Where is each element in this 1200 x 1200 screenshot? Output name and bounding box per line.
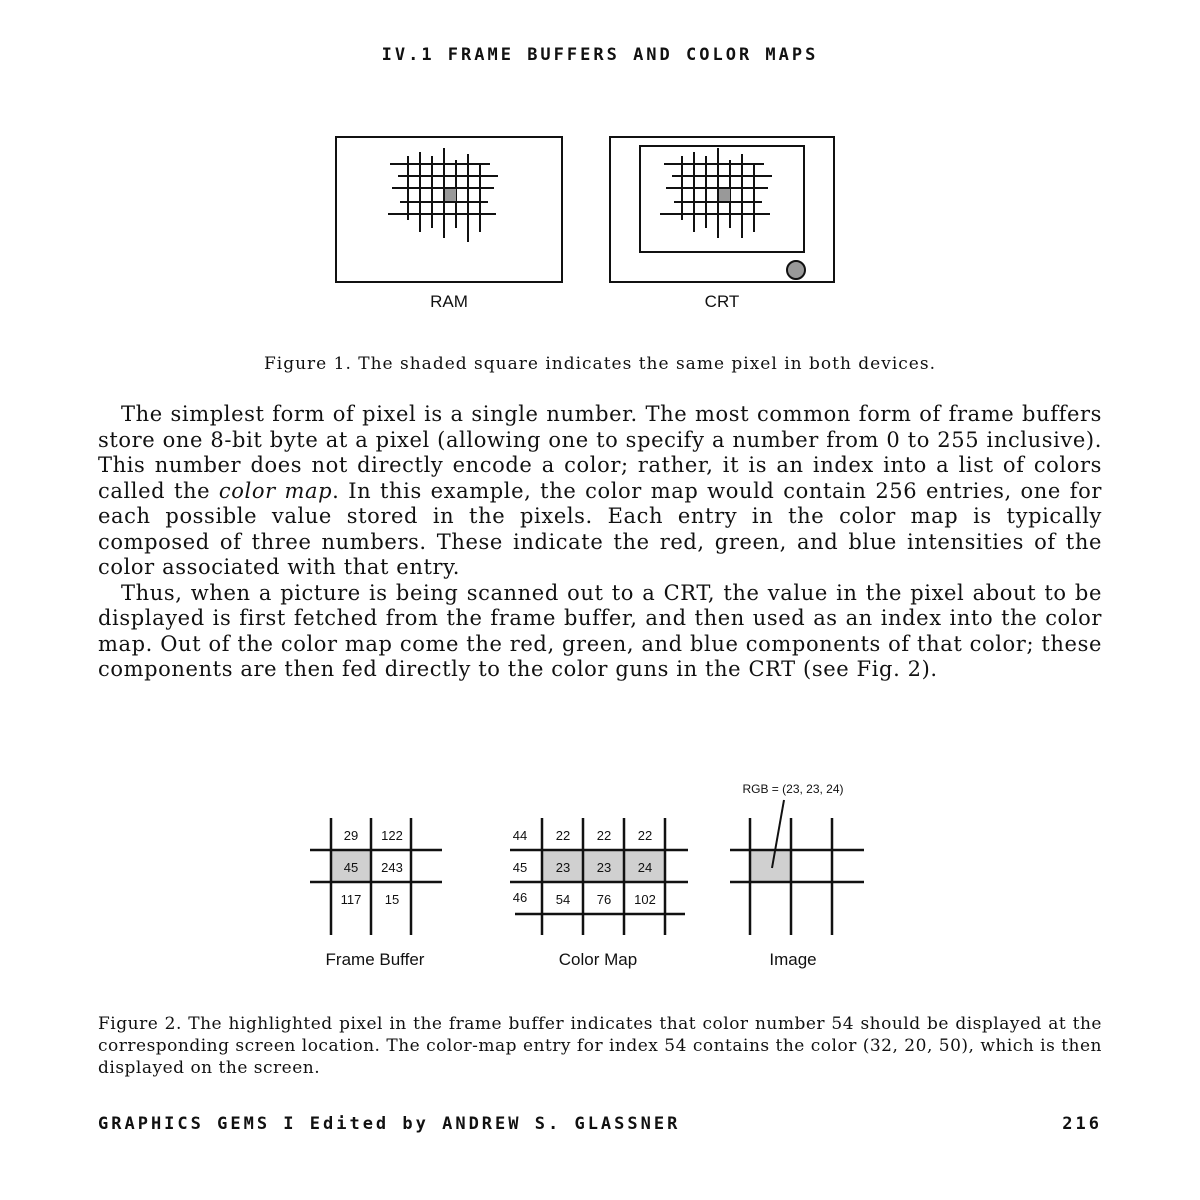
figure-2: [300, 770, 900, 990]
fb-cell: 45: [343, 860, 359, 875]
ram-box: [336, 137, 562, 282]
image-rgb-label: RGB = (23, 23, 24): [742, 782, 844, 796]
footer-book-credit: GRAPHICS GEMS I Edited by ANDREW S. GLASSNER: [98, 1114, 681, 1134]
crt-label: CRT: [704, 292, 740, 311]
paragraph-2: Thus, when a picture is being scanned out to a CRT, the value in the pixel about to be displayed is first fetched from the frame buffer, and then used as an index into the color map. Out of the color map come the red, green, and blue components of that color; these components are then fed directly to the color guns in the CRT (see Fig. 2).: [98, 580, 1102, 681]
cm-cell: 22: [637, 828, 653, 843]
page-header: IV.1 FRAME BUFFERS AND COLOR MAPS: [381, 45, 819, 65]
cm-index: 44: [512, 828, 528, 843]
crt-knob: [787, 261, 805, 279]
fb-cell: 122: [381, 828, 403, 843]
figure-2-caption: Figure 2. The highlighted pixel in the frame buffer indicates that color number 54 should be displayed at the corresponding screen location. The color-map entry for index 54 contains the color (32, 20, 50), which is then displayed on the screen.: [98, 1014, 1102, 1078]
ram-shaded-pixel: [445, 189, 456, 201]
figure-1-caption: Figure 1. The shaded square indicates the same pixel in both devices.: [263, 354, 936, 374]
fb-cell: 243: [381, 860, 403, 875]
color-map-label: Color Map: [558, 950, 638, 969]
paragraph-1-italic-term: color map: [218, 478, 333, 503]
paragraph-1: [98, 402, 1102, 581]
cm-cell: 23: [596, 860, 612, 875]
image-grid: [730, 818, 864, 935]
cm-cell: 22: [555, 828, 571, 843]
cm-cell: 102: [634, 892, 656, 907]
body-text: [98, 402, 1102, 683]
frame-buffer-grid: [310, 818, 442, 935]
cm-index: 45: [512, 860, 528, 875]
cm-cell: 54: [555, 892, 571, 907]
image-label: Image: [769, 950, 817, 969]
cm-cell: 24: [637, 860, 653, 875]
cm-cell: 76: [596, 892, 612, 907]
ram-label: RAM: [430, 292, 468, 311]
crt-shaded-pixel: [719, 189, 730, 201]
cm-cell: 22: [596, 828, 612, 843]
image-highlight-pixel: [751, 851, 791, 881]
crt-box: [610, 137, 834, 282]
frame-buffer-label: Frame Buffer: [325, 950, 425, 969]
fb-cell: 15: [384, 892, 400, 907]
cm-cell: 23: [555, 860, 571, 875]
crt-grid: [660, 148, 772, 238]
cm-index: 46: [512, 890, 528, 905]
paragraph-1-part-2: . In this example, the color map would contain 256 entries, one for each possible value stored in the pixels. Each entry in the color map is typically composed of three numbers. These indicate the red, green, and blue intensities of the color associated with that entry.: [98, 478, 1102, 579]
ram-grid: [388, 148, 498, 242]
figure-1: [320, 120, 880, 330]
paragraph-1-part-1: The simplest form of pixel is a single number. The most common form of frame buffers store one 8-bit byte at a pixel (allowing one to specify a number from 0 to 255 inclusive). This number does not directly encode a color; rather, it is an index into a list of colors called the: [98, 402, 1102, 503]
fb-cell: 29: [343, 828, 359, 843]
fb-cell: 117: [340, 892, 362, 907]
page-number: 216: [1062, 1114, 1102, 1134]
